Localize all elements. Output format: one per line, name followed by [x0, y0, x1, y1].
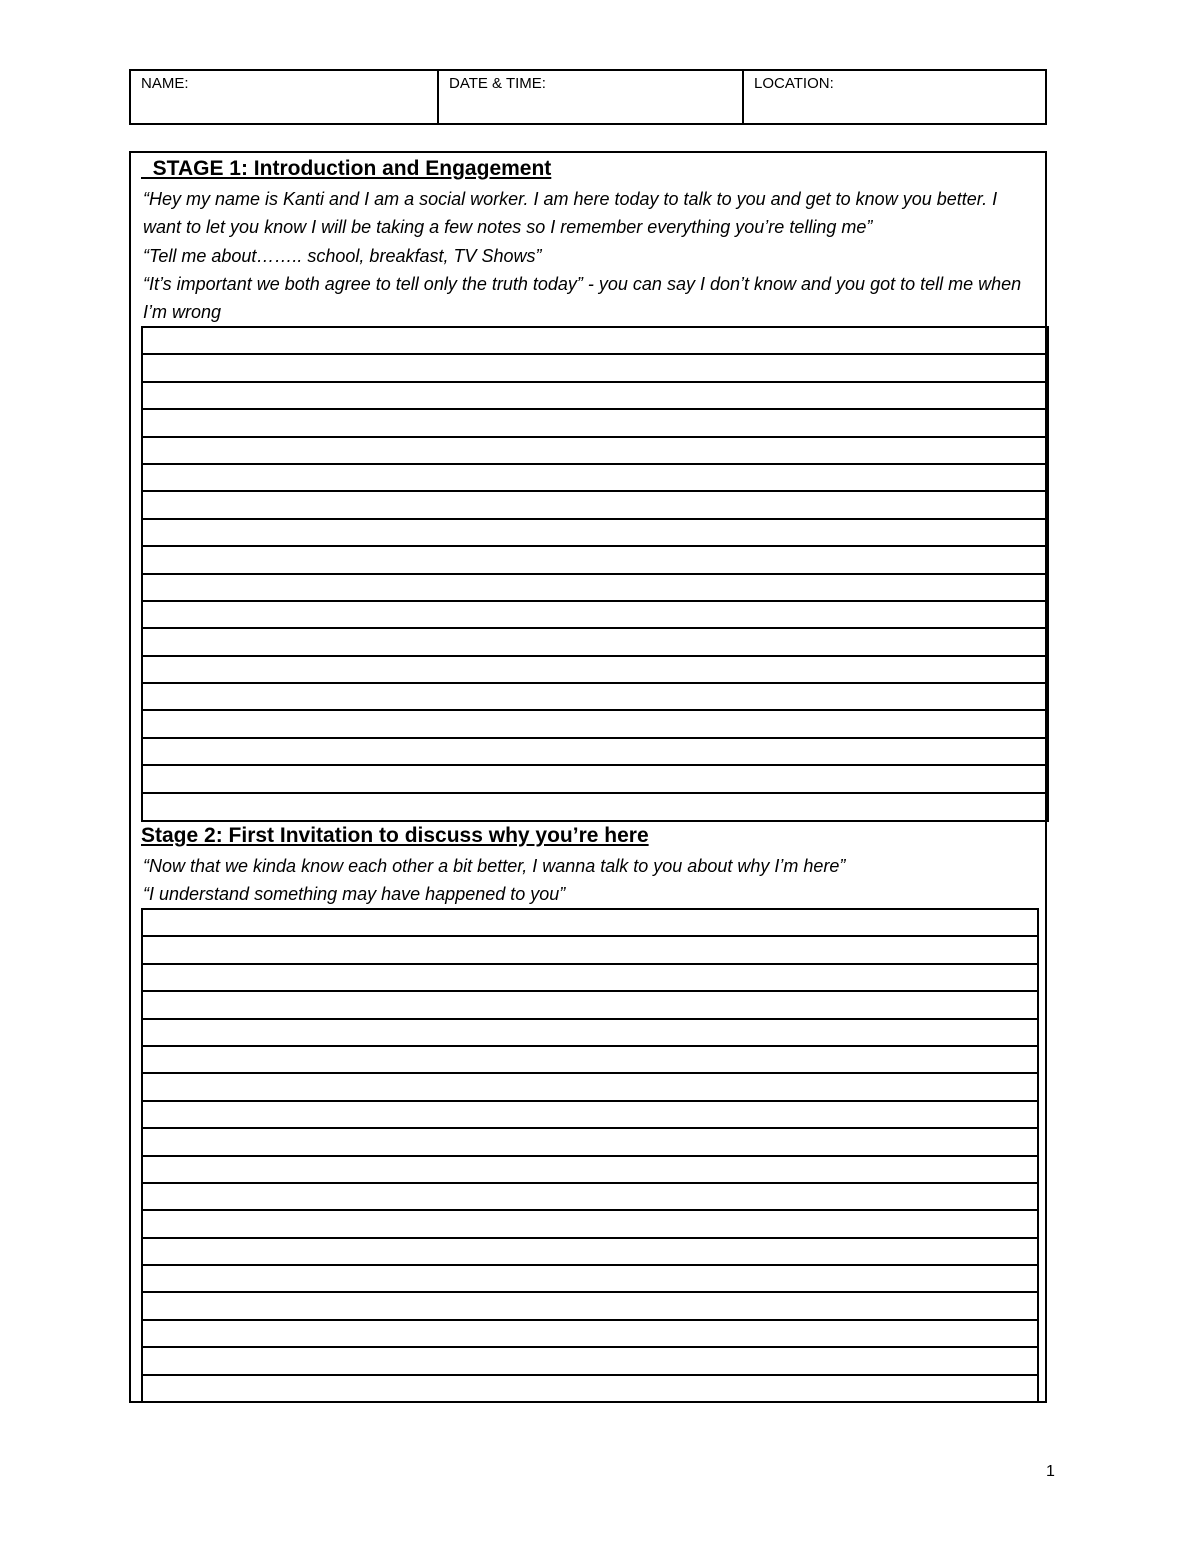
date-time-label: DATE & TIME: — [449, 75, 546, 92]
writing-line[interactable] — [143, 1047, 1037, 1074]
stage-1-notes-area[interactable] — [141, 326, 1049, 822]
writing-line[interactable] — [143, 684, 1047, 711]
stage-1-script-line: “Tell me about…….. school, breakfast, TV Shows” — [143, 245, 542, 266]
writing-line[interactable] — [143, 1184, 1037, 1211]
stage-2-section — [131, 820, 1045, 1401]
writing-line[interactable] — [143, 492, 1047, 519]
header-info-table — [129, 69, 1047, 125]
writing-line[interactable] — [143, 575, 1047, 602]
stage-2-script-line: “I understand something may have happened to you” — [143, 884, 566, 905]
writing-line[interactable] — [143, 1266, 1037, 1293]
writing-line[interactable] — [143, 1102, 1037, 1129]
writing-line[interactable] — [143, 1020, 1037, 1047]
name-field[interactable] — [131, 71, 437, 123]
writing-line[interactable] — [143, 328, 1047, 355]
writing-line[interactable] — [143, 711, 1047, 738]
writing-line[interactable] — [143, 739, 1047, 766]
writing-line[interactable] — [143, 438, 1047, 465]
writing-line[interactable] — [143, 794, 1047, 821]
writing-line[interactable] — [143, 602, 1047, 629]
writing-line[interactable] — [143, 657, 1047, 684]
writing-line[interactable] — [143, 520, 1047, 547]
location-field[interactable] — [742, 71, 1045, 123]
writing-line[interactable] — [143, 355, 1047, 382]
stage-1-heading: STAGE 1: Introduction and Engagement — [141, 157, 552, 180]
stage-1-script-line: “It’s important we both agree to tell only the truth today” - you can say I don’t know and you got to tell me when I’m wrong — [143, 273, 1022, 323]
name-label: NAME: — [141, 75, 189, 92]
stage-1-script — [143, 185, 1035, 326]
writing-line[interactable] — [143, 383, 1047, 410]
writing-line[interactable] — [143, 465, 1047, 492]
writing-line[interactable] — [143, 1074, 1037, 1101]
writing-line[interactable] — [143, 547, 1047, 574]
stage-2-script-line: “Now that we kinda know each other a bit better, I wanna talk to you about why I’m here” — [143, 856, 846, 876]
writing-line[interactable] — [143, 1321, 1037, 1348]
page-number: 1 — [1046, 1463, 1055, 1480]
writing-line[interactable] — [143, 1129, 1037, 1156]
writing-line[interactable] — [143, 766, 1047, 793]
writing-line[interactable] — [143, 1157, 1037, 1184]
writing-line[interactable] — [143, 1348, 1037, 1375]
writing-line[interactable] — [143, 910, 1037, 937]
date-time-field[interactable] — [437, 71, 742, 123]
writing-line[interactable] — [143, 937, 1037, 964]
stage-2-heading: Stage 2: First Invitation to discuss why you’re here — [141, 824, 649, 847]
writing-line[interactable] — [143, 1293, 1037, 1320]
writing-line[interactable] — [143, 992, 1037, 1019]
writing-line[interactable] — [143, 1239, 1037, 1266]
stage-2-script — [143, 852, 1035, 909]
writing-line[interactable] — [143, 1211, 1037, 1238]
stage-1-section — [131, 153, 1045, 820]
writing-line[interactable] — [143, 965, 1037, 992]
stage-1-script-line: “Hey my name is Kanti and I am a social worker. I am here today to talk to you and get to know you better. I want to let you know I will be taking a few notes so I remember everything you’re telling me” — [143, 189, 998, 238]
writing-line[interactable] — [143, 629, 1047, 656]
interview-form — [129, 151, 1047, 1403]
location-label: LOCATION: — [754, 75, 834, 92]
stage-2-notes-area[interactable] — [141, 908, 1039, 1403]
writing-line[interactable] — [143, 410, 1047, 437]
writing-line[interactable] — [143, 1376, 1037, 1403]
